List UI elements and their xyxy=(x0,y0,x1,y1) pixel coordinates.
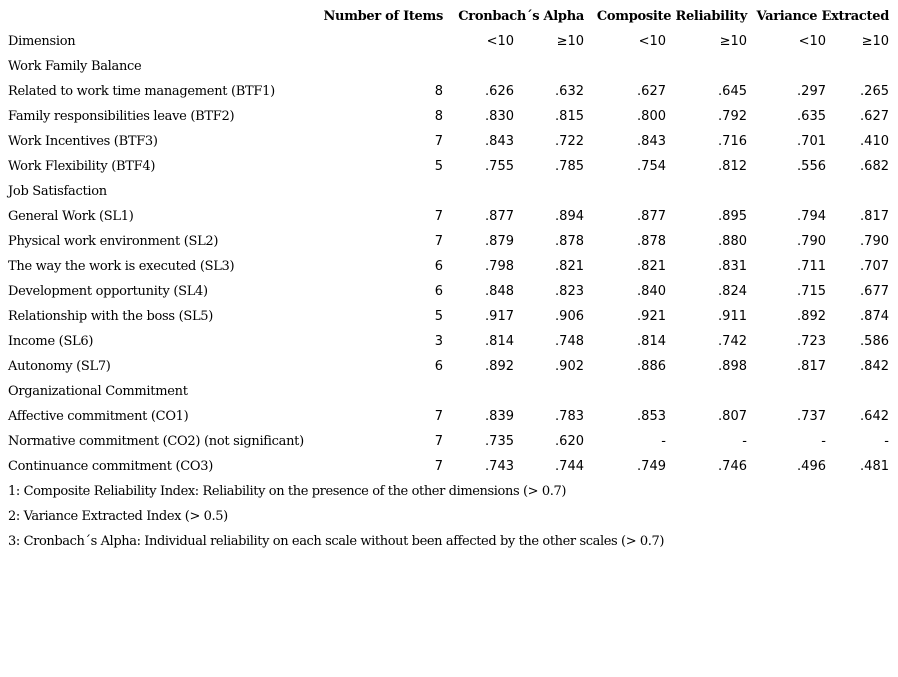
group-header-row xyxy=(0,379,898,404)
alpha-lt10: .755 xyxy=(485,159,514,174)
ve-lt10: .711 xyxy=(797,259,826,274)
cr-ge10: .746 xyxy=(718,459,747,474)
ve-ge10: .707 xyxy=(860,259,889,274)
alpha-lt10: .879 xyxy=(485,234,514,249)
cr-ge10: .911 xyxy=(718,309,747,324)
number-of-items: 5 xyxy=(434,309,443,324)
cr-ge10: .807 xyxy=(718,409,747,424)
cr-lt10-label: <10 xyxy=(638,34,666,49)
row-label: Work Flexibility (BTF4) xyxy=(8,159,156,174)
number-of-items: 7 xyxy=(434,459,443,474)
ve-lt10: .715 xyxy=(797,284,826,299)
alpha-ge10: .620 xyxy=(555,434,584,449)
alpha-ge10: .821 xyxy=(555,259,584,274)
group-header-row xyxy=(0,54,898,79)
alpha-ge10: .783 xyxy=(555,409,584,424)
row-label: Development opportunity (SL4) xyxy=(8,284,208,299)
table-row xyxy=(0,429,898,454)
table-header-row xyxy=(0,4,898,29)
ve-ge10-label: ≥10 xyxy=(861,34,889,49)
cr-lt10: .821 xyxy=(637,259,666,274)
cr-lt10: .886 xyxy=(637,359,666,374)
row-label: Continuance commitment (CO3) xyxy=(8,459,214,474)
row-label: Autonomy (SL7) xyxy=(8,359,111,374)
row-label: Related to work time management (BTF1) xyxy=(8,84,275,99)
table-row xyxy=(0,104,898,129)
header-cronbach-alpha: Cronbach´s Alpha xyxy=(458,9,584,24)
alpha-lt10: .798 xyxy=(485,259,514,274)
cr-ge10: .880 xyxy=(718,234,747,249)
alpha-lt10: .848 xyxy=(485,284,514,299)
alpha-lt10: .839 xyxy=(485,409,514,424)
row-label: The way the work is executed (SL3) xyxy=(8,259,235,274)
header-number-of-items: Number of Items xyxy=(323,9,443,24)
table-subheader-row xyxy=(0,29,898,54)
alpha-lt10: .830 xyxy=(485,109,514,124)
group-header-row xyxy=(0,179,898,204)
alpha-ge10: .785 xyxy=(555,159,584,174)
alpha-ge10: .906 xyxy=(555,309,584,324)
ve-ge10: .410 xyxy=(860,134,889,149)
table-row xyxy=(0,354,898,379)
number-of-items: 6 xyxy=(434,359,443,374)
cr-lt10: - xyxy=(661,434,666,449)
alpha-lt10: .917 xyxy=(485,309,514,324)
ve-lt10: .892 xyxy=(797,309,826,324)
cr-ge10: .831 xyxy=(718,259,747,274)
table-row xyxy=(0,454,898,479)
number-of-items: 6 xyxy=(434,284,443,299)
cr-ge10: .824 xyxy=(718,284,747,299)
number-of-items: 6 xyxy=(434,259,443,274)
table-row xyxy=(0,229,898,254)
table-row xyxy=(0,254,898,279)
cr-lt10: .627 xyxy=(637,84,666,99)
ve-ge10: .842 xyxy=(860,359,889,374)
ve-lt10: .556 xyxy=(797,159,826,174)
ve-ge10: .642 xyxy=(860,409,889,424)
alpha-lt10: .735 xyxy=(485,434,514,449)
number-of-items: 7 xyxy=(434,134,443,149)
ve-ge10: .677 xyxy=(860,284,889,299)
cr-lt10: .749 xyxy=(637,459,666,474)
cr-lt10: .800 xyxy=(637,109,666,124)
row-label: Relationship with the boss (SL5) xyxy=(8,309,214,324)
ve-lt10: .297 xyxy=(797,84,826,99)
ve-lt10: .737 xyxy=(797,409,826,424)
number-of-items: 7 xyxy=(434,209,443,224)
alpha-ge10: .823 xyxy=(555,284,584,299)
number-of-items: 3 xyxy=(434,334,443,349)
number-of-items: 8 xyxy=(434,109,443,124)
cr-ge10-label: ≥10 xyxy=(719,34,747,49)
alpha-ge10: .744 xyxy=(555,459,584,474)
number-of-items: 7 xyxy=(434,409,443,424)
ve-ge10: .682 xyxy=(860,159,889,174)
alpha-ge10-label: ≥10 xyxy=(556,34,584,49)
cr-ge10: .898 xyxy=(718,359,747,374)
cr-lt10: .754 xyxy=(637,159,666,174)
cr-lt10: .878 xyxy=(637,234,666,249)
row-label: Work Family Balance xyxy=(8,59,142,74)
alpha-lt10: .626 xyxy=(485,84,514,99)
number-of-items: 7 xyxy=(434,234,443,249)
alpha-ge10: .894 xyxy=(555,209,584,224)
alpha-lt10: .877 xyxy=(485,209,514,224)
cr-lt10: .840 xyxy=(637,284,666,299)
ve-ge10: .586 xyxy=(860,334,889,349)
cr-lt10: .877 xyxy=(637,209,666,224)
alpha-ge10: .902 xyxy=(555,359,584,374)
cr-ge10: .895 xyxy=(718,209,747,224)
number-of-items: 7 xyxy=(434,434,443,449)
ve-ge10: .817 xyxy=(860,209,889,224)
ve-ge10: .790 xyxy=(860,234,889,249)
row-label: Job Satisfaction xyxy=(8,184,107,199)
ve-ge10: - xyxy=(884,434,889,449)
footnote: 3: Cronbach´s Alpha: Individual reliability on each scale without been affected by the other scales (> 0.7) xyxy=(8,534,665,549)
row-label: Normative commitment (CO2) (not significant) xyxy=(8,434,304,449)
header-composite-reliability: Composite Reliability xyxy=(596,9,747,24)
footnote: 2: Variance Extracted Index (> 0.5) xyxy=(8,509,228,524)
cr-ge10: .716 xyxy=(718,134,747,149)
table-row xyxy=(0,129,898,154)
ve-lt10: .635 xyxy=(797,109,826,124)
table-row xyxy=(0,154,898,179)
cr-ge10: .645 xyxy=(718,84,747,99)
cr-lt10: .853 xyxy=(637,409,666,424)
ve-lt10: .790 xyxy=(797,234,826,249)
alpha-lt10: .892 xyxy=(485,359,514,374)
table-row xyxy=(0,279,898,304)
header-variance-extracted: Variance Extracted xyxy=(756,9,889,24)
alpha-ge10: .632 xyxy=(555,84,584,99)
dimension-label: Dimension xyxy=(8,34,76,49)
ve-lt10: .723 xyxy=(797,334,826,349)
cr-lt10: .814 xyxy=(637,334,666,349)
alpha-ge10: .878 xyxy=(555,234,584,249)
table-row xyxy=(0,304,898,329)
cr-ge10: - xyxy=(742,434,747,449)
ve-ge10: .265 xyxy=(860,84,889,99)
number-of-items: 8 xyxy=(434,84,443,99)
row-label: Family responsibilities leave (BTF2) xyxy=(8,109,235,124)
ve-lt10: .701 xyxy=(797,134,826,149)
alpha-lt10: .814 xyxy=(485,334,514,349)
footnote: 1: Composite Reliability Index: Reliability on the presence of the other dimensions (> 0.7) xyxy=(8,484,566,499)
ve-ge10: .627 xyxy=(860,109,889,124)
alpha-ge10: .722 xyxy=(555,134,584,149)
ve-lt10: .496 xyxy=(797,459,826,474)
ve-lt10-label: <10 xyxy=(798,34,826,49)
ve-ge10: .481 xyxy=(860,459,889,474)
row-label: Physical work environment (SL2) xyxy=(8,234,219,249)
cr-ge10: .792 xyxy=(718,109,747,124)
row-label: Income (SL6) xyxy=(8,334,94,349)
cr-ge10: .742 xyxy=(718,334,747,349)
alpha-lt10: .843 xyxy=(485,134,514,149)
ve-ge10: .874 xyxy=(860,309,889,324)
row-label: General Work (SL1) xyxy=(8,209,134,224)
number-of-items: 5 xyxy=(434,159,443,174)
cr-ge10: .812 xyxy=(718,159,747,174)
table-row xyxy=(0,79,898,104)
alpha-lt10: .743 xyxy=(485,459,514,474)
ve-lt10: .794 xyxy=(797,209,826,224)
ve-lt10: .817 xyxy=(797,359,826,374)
cr-lt10: .921 xyxy=(637,309,666,324)
row-label: Organizational Commitment xyxy=(8,384,188,399)
table-row xyxy=(0,204,898,229)
row-label: Work Incentives (BTF3) xyxy=(8,134,158,149)
alpha-ge10: .748 xyxy=(555,334,584,349)
table-row xyxy=(0,404,898,429)
alpha-ge10: .815 xyxy=(555,109,584,124)
cr-lt10: .843 xyxy=(637,134,666,149)
row-label: Affective commitment (CO1) xyxy=(8,409,189,424)
alpha-lt10-label: <10 xyxy=(486,34,514,49)
table-row xyxy=(0,329,898,354)
ve-lt10: - xyxy=(821,434,826,449)
